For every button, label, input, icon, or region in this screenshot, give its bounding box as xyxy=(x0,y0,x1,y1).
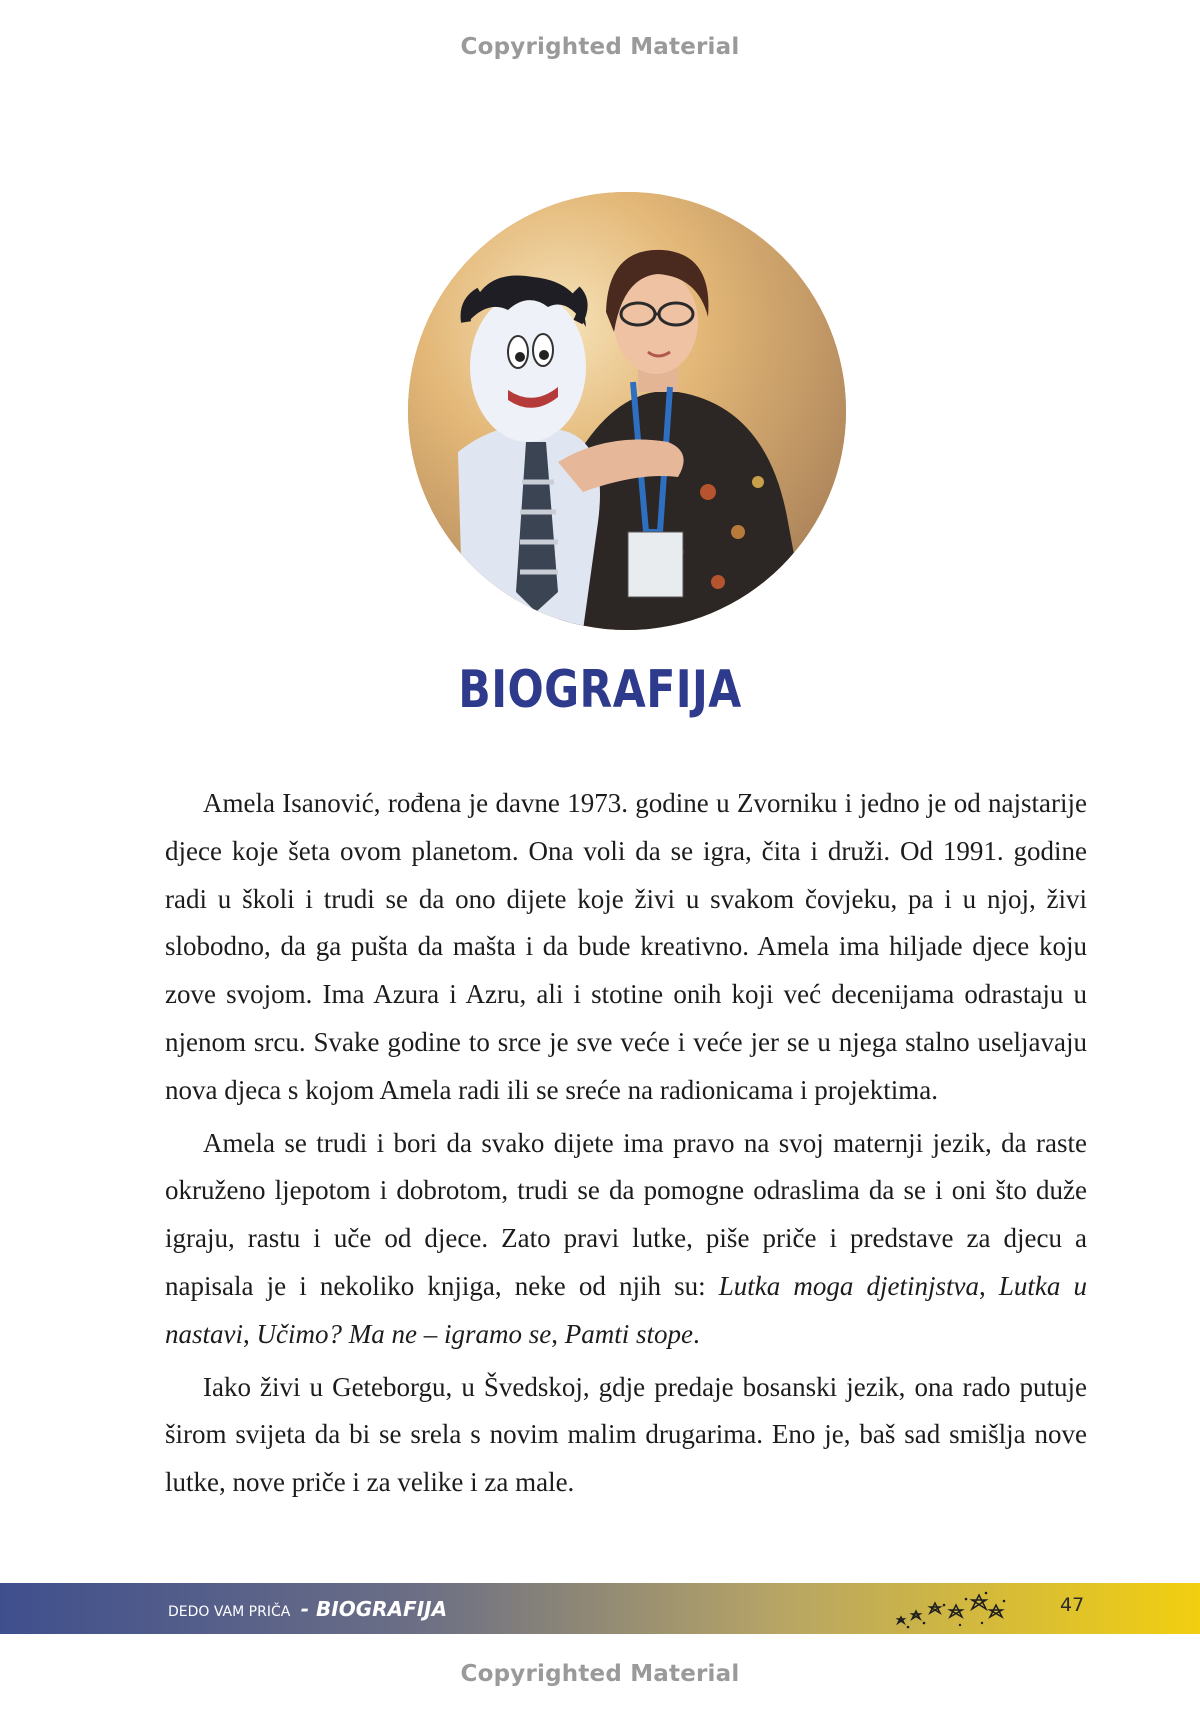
author-photo xyxy=(408,192,846,630)
paragraph-3: Iako živi u Geteborgu, u Švedskoj, gdje predaje bosanski jezik, ona rado putuje širom svijeta da bi se srela s novim malim drugarima. Eno je, baš sad smišlja nove lutke, nove priče i za velike i za male. xyxy=(165,1371,1087,1498)
page-number: 47 xyxy=(1060,1594,1085,1616)
stars-ornament-icon xyxy=(890,1587,1014,1631)
footer-bar xyxy=(0,1583,1200,1634)
page-title: BIOGRAFIJA xyxy=(458,660,742,720)
paragraph-2: Amela se trudi i bori da svako dijete ima pravo na svoj maternji jezik, da raste okruženo ljepotom i dobrotom, trudi se da pomogne odraslima da se i oni što duže igraju, rastu i uče od djece. Zato pravi lutke, piše priče i predstave za djecu a napisala je i nekoliko knjiga, neke od njih su: Lutka moga djetinjstva, Lutka u nastavi, Učimo? Ma ne – igramo se, Pamti stope. xyxy=(165,1127,1087,1349)
book-title: Učimo? Ma ne – igramo se xyxy=(256,1318,552,1349)
biography-text xyxy=(165,780,1087,1512)
footer-section-name: - BIOGRAFIJA xyxy=(300,1597,448,1621)
paragraph-1: Amela Isanović, rođena je davne 1973. godine u Zvorniku i jedno je od najstarije djece koje šeta ovom planetom. Ona voli da se igra, čita i druži. Od 1991. godine radi u školi i trudi se da ono dijete koje živi u svakom čovjeku, pa i u njoj, živi slobodno, da ga pušta da mašta i da bude kreativno. Amela ima hiljade djece koju zove svojom. Ima Azura i Azru, ali i stotine onih koji već decenijama odrastaju u njenom srcu. Svake godine to srce je sve veće i veće jer se u njega stalno useljavaju nova djeca s kojom Amela radi ili se sreće na radionicama i projektima. xyxy=(165,788,1087,1105)
copyright-watermark-top: Copyrighted Material xyxy=(460,34,740,60)
book-title: Lutka u nastavi xyxy=(165,1270,1087,1349)
footer-label xyxy=(168,1597,447,1621)
book-title: Pamti stope xyxy=(564,1318,693,1349)
copyright-watermark-bottom: Copyrighted Material xyxy=(460,1661,740,1687)
book-title: Lutka moga djetinjstva xyxy=(718,1270,979,1301)
footer-book-title: DEDO VAM PRIČA xyxy=(168,1604,291,1620)
